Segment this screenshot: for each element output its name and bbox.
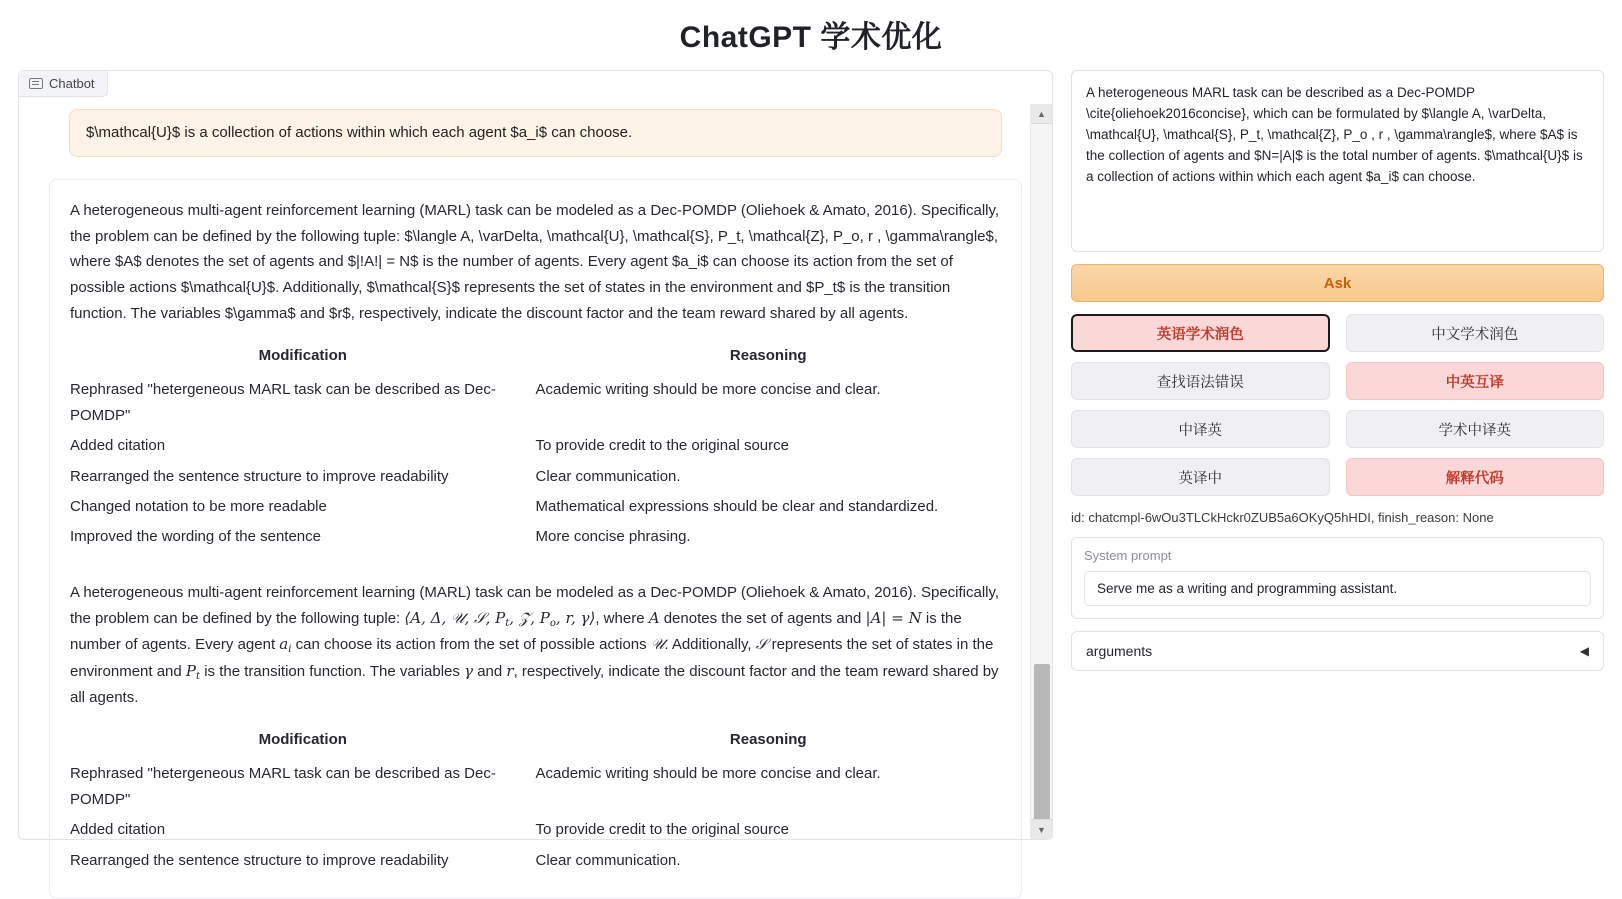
function-button-grid	[1071, 314, 1604, 496]
cell-modification: Improved the wording of the sentence	[70, 528, 321, 546]
button-chinese-academic-polish[interactable]: 中文学术润色	[1346, 314, 1605, 352]
control-panel	[1071, 70, 1604, 840]
button-english-to-chinese[interactable]: 英译中	[1071, 458, 1330, 496]
cell-modification: Rephrased "hetergeneous MARL task can be described as Dec-POMDP"	[70, 764, 496, 809]
cell-reasoning: Mathematical expressions should be clear and standardized.	[535, 497, 939, 515]
chevron-left-icon[interactable]: ◀	[1579, 644, 1589, 658]
table-header-row	[70, 341, 1001, 375]
cell-reasoning: Academic writing should be more concise and clear.	[535, 764, 881, 782]
system-prompt-label: System prompt	[1084, 548, 1172, 563]
system-prompt-box	[1071, 537, 1604, 619]
chat-icon	[29, 78, 43, 89]
chat-message-user: $\mathcal{U}$ is a collection of actions within which each agent $a_i$ can choose.	[69, 109, 1002, 157]
main-layout	[0, 70, 1622, 869]
scroll-down-button[interactable]: ▼	[1031, 819, 1052, 839]
chat-scrollbar[interactable]	[1030, 104, 1052, 839]
arguments-accordion[interactable]	[1071, 631, 1604, 671]
table-row	[70, 759, 1001, 816]
scrollbar-thumb[interactable]	[1034, 664, 1050, 839]
cell-reasoning: Clear communication.	[535, 467, 681, 485]
cell-modification: Rephrased "hetergeneous MARL task can be described as Dec-POMDP"	[70, 380, 496, 425]
prompt-input[interactable]: A heterogeneous MARL task can be described as a Dec-POMDP \cite{oliehoek2016concise}, which can be formulated by $\langle A, \varDelta, \mathcal{U}, \mathcal{S}, P_t, \mathcal{Z}, P_o , r , \gamma\rangle$, where $A$ is the collection of agents and $N=|A|$ is the total number of agents. $\mathcal{U}$ is a collection of actions within which each agent $a_i$ can choose.	[1071, 70, 1604, 252]
button-chinese-to-english[interactable]: 中译英	[1071, 410, 1330, 448]
cell-modification: Rearranged the sentence structure to improve readability	[70, 467, 449, 485]
table-header-reasoning: Reasoning	[729, 346, 807, 364]
chatbot-tab[interactable]	[19, 71, 108, 97]
ask-button[interactable]: Ask	[1071, 264, 1604, 302]
system-prompt-input[interactable]: Serve me as a writing and programming assistant.	[1084, 571, 1591, 606]
cell-modification: Rearranged the sentence structure to improve readability	[70, 851, 449, 869]
table-header-modification: Modification	[258, 346, 347, 364]
chat-scroll-area[interactable]	[19, 104, 1052, 869]
button-find-grammar-errors[interactable]: 查找语法错误	[1071, 362, 1330, 400]
modification-table	[70, 341, 1001, 553]
button-explain-code[interactable]: 解释代码	[1346, 458, 1605, 496]
arguments-label: arguments	[1086, 643, 1153, 659]
table-row	[70, 815, 1001, 845]
chat-message-assistant-raw	[49, 179, 1022, 899]
cell-modification: Added citation	[70, 437, 166, 455]
table-row	[70, 431, 1001, 461]
cell-modification: Changed notation to be more readable	[70, 497, 327, 515]
table-row	[70, 846, 1001, 876]
cell-modification: Added citation	[70, 821, 166, 839]
chatbot-tab-label: Chatbot	[49, 76, 95, 91]
table-header-row	[70, 725, 1001, 759]
table-row	[70, 522, 1001, 552]
page-title: ChatGPT 学术优化	[679, 21, 943, 54]
button-academic-chinese-to-english[interactable]: 学术中译英	[1346, 410, 1605, 448]
cell-reasoning: To provide credit to the original source	[535, 821, 789, 839]
modification-table-2	[70, 725, 1001, 876]
answer-paragraph-rendered: A heterogeneous multi-agent reinforcement learning (MARL) task can be modeled as a Dec-POMDP (Oliehoek & Amato, 2016). Specifically, the problem can be defined by the following tuple: ⟨A, Δ, 𝒰, 𝒮, $P_t$, 𝒵, $P_o$, r, γ⟩, where A denotes the set of agents and |A| = N is the number of agents. Every agent $a_i$ can choose its action from the set of possible actions 𝒰. Additionally, 𝒮 represents the set of states in the environment and $P_t$ is the transition function. The variables γ and r, respectively, indicate the discount factor and the team reward shared by all agents.	[70, 584, 1000, 706]
cell-reasoning: Academic writing should be more concise and clear.	[535, 380, 881, 398]
table-row	[70, 375, 1001, 432]
table-header-reasoning: Reasoning	[729, 730, 807, 748]
table-row	[70, 462, 1001, 492]
button-english-academic-polish[interactable]: 英语学术润色	[1071, 314, 1330, 352]
button-chinese-english-translate[interactable]: 中英互译	[1346, 362, 1605, 400]
response-meta: id: chatcmpl-6wOu3TLCkHckr0ZUB5a6OKyQ5hHDI, finish_reason: None	[1071, 510, 1494, 525]
table-row	[70, 492, 1001, 522]
answer-paragraph: A heterogeneous multi-agent reinforcement learning (MARL) task can be modeled as a Dec-POMDP (Oliehoek & Amato, 2016). Specifically, the problem can be defined by the following tuple: $\langle A, \varDelta, \mathcal{U}, \mathcal{S}, P_t, \mathcal{Z}, P_o, r , \gamma\rangle$, where $A$ denotes the set of agents and $|!A!| = N$ is the number of agents. Every agent $a_i$ can choose its action from the set of possible actions $\mathcal{U}$. Additionally, $\mathcal{S}$ represents the set of states in the environment and $P_t$ is the transition function. The variables $\gamma$ and $r$, respectively, indicate the discount factor and the team reward shared by all agents.	[70, 201, 1000, 322]
table-header-modification: Modification	[258, 730, 347, 748]
cell-reasoning: Clear communication.	[535, 851, 681, 869]
cell-reasoning: To provide credit to the original source	[535, 437, 789, 455]
scroll-up-button[interactable]: ▲	[1031, 104, 1052, 124]
cell-reasoning: More concise phrasing.	[535, 528, 691, 546]
chatbot-panel	[18, 70, 1053, 869]
